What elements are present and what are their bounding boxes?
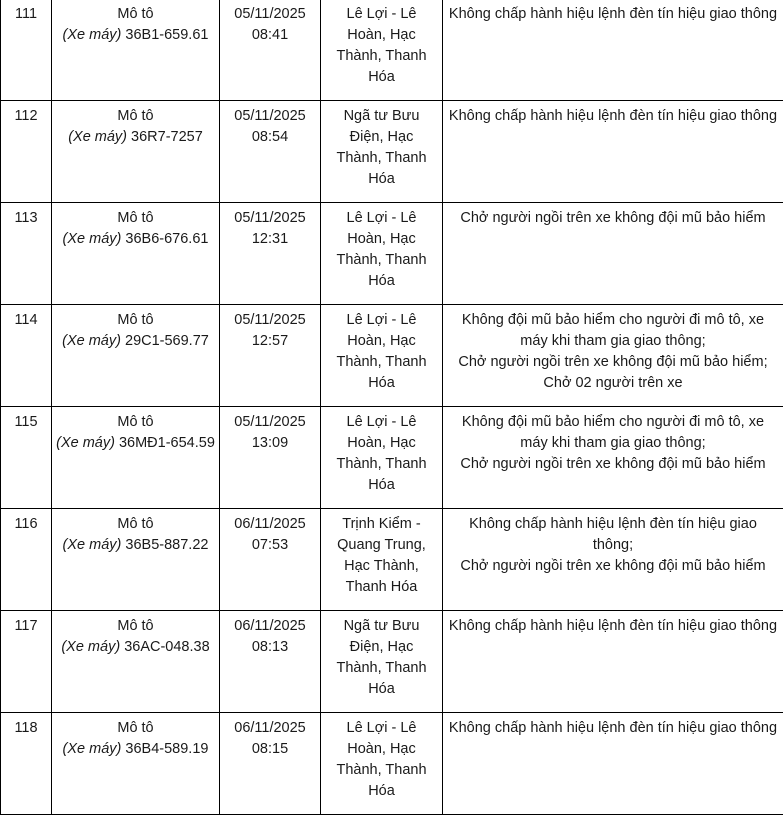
violation-date: 05/11/2025 bbox=[234, 210, 306, 226]
location-line: Thành, Thanh bbox=[336, 354, 427, 370]
vehicle-cell bbox=[52, 713, 220, 815]
violation-text-line: Không chấp hành hiệu lệnh đèn tín hiệu giao thông bbox=[448, 108, 778, 124]
datetime-cell bbox=[220, 0, 321, 101]
location-line: Quang Trung, bbox=[337, 537, 426, 553]
vehicle-type: Mô tô bbox=[117, 210, 154, 226]
violation-date: 05/11/2025 bbox=[234, 414, 306, 430]
vehicle-plate-line bbox=[56, 25, 215, 46]
vehicle-type: Mô tô bbox=[117, 414, 154, 430]
violation-date: 05/11/2025 bbox=[234, 312, 306, 328]
vehicle-subtype: (Xe máy) bbox=[68, 129, 128, 145]
stt-cell bbox=[1, 305, 52, 407]
violation-time: 12:31 bbox=[251, 231, 289, 247]
violation-time: 12:57 bbox=[251, 333, 289, 349]
location-line: Ngã tư Bưu bbox=[343, 618, 420, 634]
location-line: Trịnh Kiểm - bbox=[342, 516, 421, 532]
location-cell bbox=[321, 0, 443, 101]
violation-date: 06/11/2025 bbox=[234, 516, 306, 532]
vehicle-plate-line bbox=[56, 127, 215, 148]
violation-date: 05/11/2025 bbox=[234, 6, 306, 22]
violation-text-line: Chở người ngồi trên xe không đội mũ bảo hiểm bbox=[460, 210, 766, 226]
location-line: Hoàn, Hạc bbox=[347, 333, 416, 349]
vehicle-cell bbox=[52, 407, 220, 509]
license-plate: 36AC-048.38 bbox=[124, 639, 210, 655]
violation-time: 07:53 bbox=[251, 537, 289, 553]
license-plate: 36R7-7257 bbox=[131, 129, 203, 145]
violation-text-line: Chở người ngồi trên xe không đội mũ bảo hiểm bbox=[460, 558, 766, 574]
location-line: Hóa bbox=[368, 681, 395, 697]
violation-cell bbox=[443, 407, 783, 509]
table-row bbox=[1, 509, 783, 611]
location-line: Thành, Thanh bbox=[336, 252, 427, 268]
datetime-cell bbox=[220, 509, 321, 611]
vehicle-plate-line bbox=[56, 229, 215, 250]
location-cell bbox=[321, 407, 443, 509]
row-number: 115 bbox=[14, 414, 38, 430]
stt-cell bbox=[1, 509, 52, 611]
location-line: Lê Lợi - Lê bbox=[346, 210, 417, 226]
stt-cell bbox=[1, 203, 52, 305]
location-line: Hóa bbox=[368, 273, 395, 289]
vehicle-cell bbox=[52, 611, 220, 713]
datetime-cell bbox=[220, 611, 321, 713]
violation-cell bbox=[443, 611, 783, 713]
vehicle-type: Mô tô bbox=[117, 618, 154, 634]
vehicle-plate-line bbox=[56, 433, 215, 454]
vehicle-type: Mô tô bbox=[117, 516, 154, 532]
vehicle-subtype: (Xe máy) bbox=[62, 231, 122, 247]
location-line: Hoàn, Hạc bbox=[347, 231, 416, 247]
license-plate: 36B1-659.61 bbox=[125, 27, 209, 43]
table-body bbox=[1, 0, 783, 815]
violation-date: 06/11/2025 bbox=[234, 720, 306, 736]
table-row bbox=[1, 407, 783, 509]
violation-text-line: Không chấp hành hiệu lệnh đèn tín hiệu giao thông bbox=[448, 6, 778, 22]
row-number: 116 bbox=[14, 516, 38, 532]
violation-time: 08:41 bbox=[251, 27, 289, 43]
vehicle-type: Mô tô bbox=[117, 720, 154, 736]
violation-cell bbox=[443, 0, 783, 101]
location-line: Hóa bbox=[368, 69, 395, 85]
stt-cell bbox=[1, 101, 52, 203]
table-row bbox=[1, 203, 783, 305]
table-row bbox=[1, 101, 783, 203]
location-line: Ngã tư Bưu bbox=[343, 108, 420, 124]
datetime-cell bbox=[220, 305, 321, 407]
vehicle-subtype: (Xe máy) bbox=[62, 333, 121, 349]
vehicle-subtype: (Xe máy) bbox=[62, 27, 122, 43]
violation-text-line: Chở người ngồi trên xe không đội mũ bảo hiểm bbox=[460, 456, 766, 472]
location-line: Thành, Thanh bbox=[336, 48, 427, 64]
datetime-cell bbox=[220, 713, 321, 815]
violation-cell bbox=[443, 203, 783, 305]
stt-cell bbox=[1, 0, 52, 101]
datetime-cell bbox=[220, 203, 321, 305]
location-line: Lê Lợi - Lê bbox=[346, 6, 417, 22]
license-plate: 29C1-569.77 bbox=[125, 333, 209, 349]
license-plate: 36B5-887.22 bbox=[125, 537, 209, 553]
violation-cell bbox=[443, 509, 783, 611]
location-line: Hoàn, Hạc bbox=[347, 27, 416, 43]
vehicle-type: Mô tô bbox=[117, 6, 154, 22]
vehicle-subtype: (Xe máy) bbox=[62, 741, 122, 757]
violation-time: 08:54 bbox=[251, 129, 289, 145]
violation-time: 13:09 bbox=[251, 435, 289, 451]
row-number: 112 bbox=[14, 108, 38, 124]
location-cell bbox=[321, 509, 443, 611]
violation-date: 05/11/2025 bbox=[234, 108, 306, 124]
location-cell bbox=[321, 713, 443, 815]
vehicle-subtype: (Xe máy) bbox=[56, 435, 115, 451]
vehicle-subtype: (Xe máy) bbox=[61, 639, 121, 655]
license-plate: 36B6-676.61 bbox=[125, 231, 209, 247]
datetime-cell bbox=[220, 101, 321, 203]
location-line: Thành, Thanh bbox=[336, 150, 427, 166]
violation-text-line: máy khi tham gia giao thông; bbox=[520, 435, 706, 451]
location-line: Lê Lợi - Lê bbox=[346, 720, 417, 736]
row-number: 114 bbox=[14, 312, 38, 328]
license-plate: 36MĐ1-654.59 bbox=[118, 435, 215, 451]
location-line: Lê Lợi - Lê bbox=[346, 312, 417, 328]
violation-text-line: Không chấp hành hiệu lệnh đèn tín hiệu giao bbox=[469, 516, 757, 532]
row-number: 111 bbox=[14, 6, 38, 22]
location-line: Hoàn, Hạc bbox=[347, 741, 416, 757]
location-cell bbox=[321, 305, 443, 407]
stt-cell bbox=[1, 713, 52, 815]
violation-cell bbox=[443, 713, 783, 815]
vehicle-subtype: (Xe máy) bbox=[62, 537, 122, 553]
violation-cell bbox=[443, 101, 783, 203]
violation-text-line: Chở 02 người trên xe bbox=[543, 375, 683, 391]
violation-time: 08:13 bbox=[251, 639, 289, 655]
location-line: Lê Lợi - Lê bbox=[346, 414, 417, 430]
row-number: 118 bbox=[14, 720, 38, 736]
vehicle-cell bbox=[52, 203, 220, 305]
stt-cell bbox=[1, 611, 52, 713]
stt-cell bbox=[1, 407, 52, 509]
vehicle-cell bbox=[52, 509, 220, 611]
vehicle-cell bbox=[52, 101, 220, 203]
vehicle-plate-line bbox=[56, 535, 215, 556]
vehicle-type: Mô tô bbox=[117, 108, 154, 124]
location-line: Thanh Hóa bbox=[345, 579, 418, 595]
location-line: Hóa bbox=[368, 783, 395, 799]
vehicle-type: Mô tô bbox=[117, 312, 154, 328]
vehicle-plate-line bbox=[56, 637, 215, 658]
vehicle-plate-line bbox=[56, 739, 215, 760]
license-plate: 36B4-589.19 bbox=[125, 741, 209, 757]
row-number: 113 bbox=[14, 210, 38, 226]
location-line: Hóa bbox=[368, 477, 395, 493]
violation-text-line: Không chấp hành hiệu lệnh đèn tín hiệu giao thông bbox=[448, 720, 778, 736]
table-row bbox=[1, 713, 783, 815]
location-line: Thành, Thanh bbox=[336, 456, 427, 472]
violation-text-line: Không đội mũ bảo hiểm cho người đi mô tô, xe bbox=[461, 414, 765, 430]
table-row bbox=[1, 305, 783, 407]
violation-date: 06/11/2025 bbox=[234, 618, 306, 634]
location-line: Điện, Hạc bbox=[349, 639, 414, 655]
location-line: Hoàn, Hạc bbox=[347, 435, 416, 451]
location-line: Điện, Hạc bbox=[349, 129, 414, 145]
location-line: Thành, Thanh bbox=[336, 762, 427, 778]
datetime-cell bbox=[220, 407, 321, 509]
violation-text-line: Không đội mũ bảo hiểm cho người đi mô tô, xe bbox=[461, 312, 765, 328]
violation-text-line: Chở người ngồi trên xe không đội mũ bảo hiểm; bbox=[458, 354, 768, 370]
location-line: Hóa bbox=[368, 375, 395, 391]
vehicle-cell bbox=[52, 0, 220, 101]
violation-text-line: máy khi tham gia giao thông; bbox=[520, 333, 706, 349]
vehicle-cell bbox=[52, 305, 220, 407]
location-line: Thành, Thanh bbox=[336, 660, 427, 676]
location-cell bbox=[321, 611, 443, 713]
violation-time: 08:15 bbox=[251, 741, 289, 757]
violation-text-line: Không chấp hành hiệu lệnh đèn tín hiệu giao thông bbox=[448, 618, 778, 634]
vehicle-plate-line bbox=[56, 331, 215, 352]
location-cell bbox=[321, 203, 443, 305]
table-row bbox=[1, 0, 783, 101]
row-number: 117 bbox=[14, 618, 38, 634]
table-row bbox=[1, 611, 783, 713]
location-line: Hóa bbox=[368, 171, 395, 187]
location-cell bbox=[321, 101, 443, 203]
violation-cell bbox=[443, 305, 783, 407]
violation-text-line: thông; bbox=[592, 537, 634, 553]
location-line: Hạc Thành, bbox=[344, 558, 419, 574]
